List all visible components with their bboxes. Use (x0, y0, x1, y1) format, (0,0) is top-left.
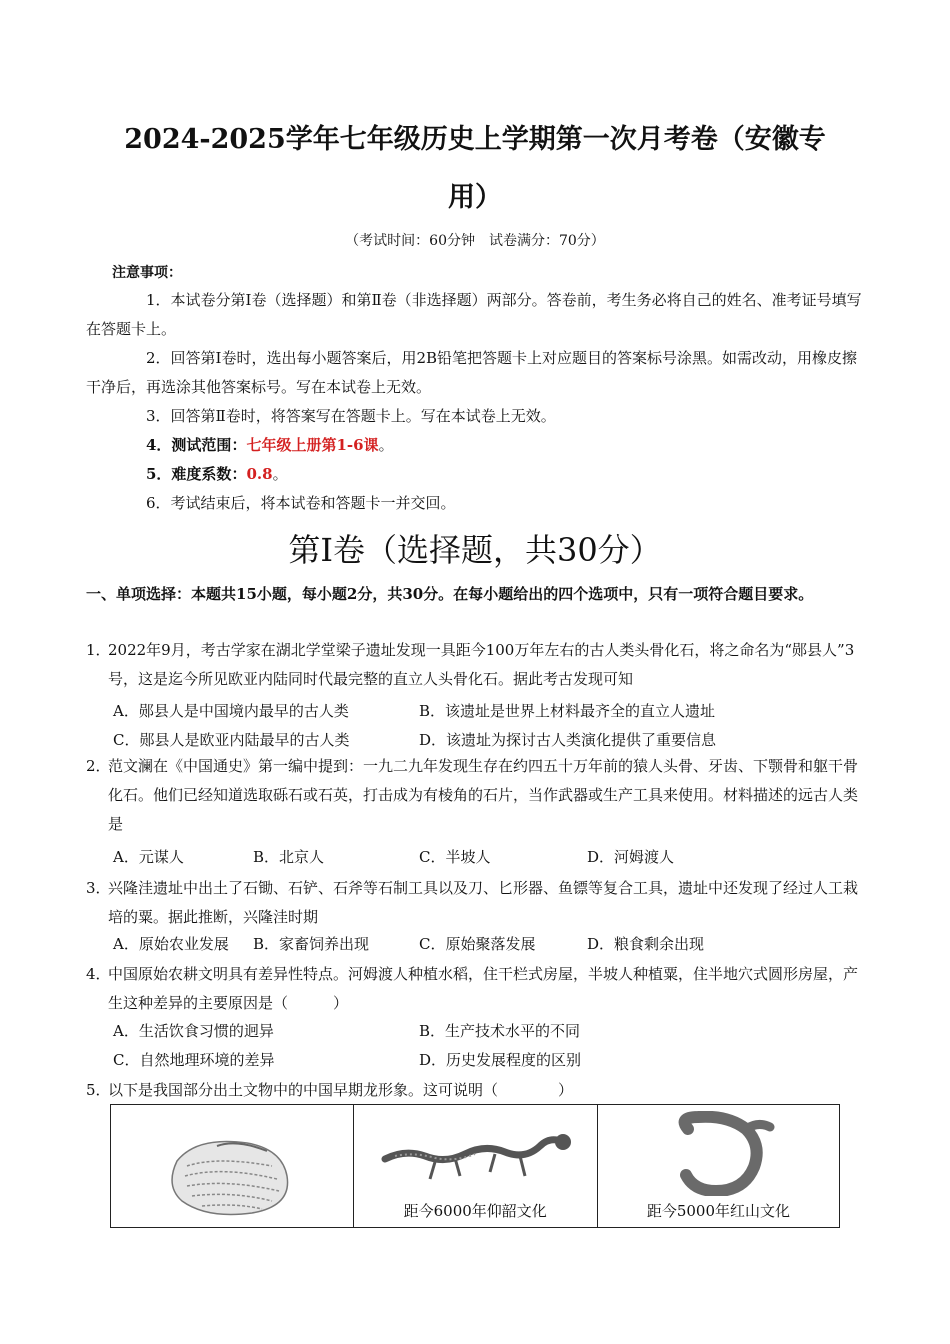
notice-item-4-label: 4．测试范围： (146, 436, 247, 454)
question-1 (86, 636, 866, 694)
notice-item-2: 2．回答第Ⅰ卷时，选出每小题答案后，用2B铅笔把答题卡上对应题目的答案标号涂黑。如需改动，用橡皮擦干净后，再选涂其他答案标号。写在本试卷上无效。 (86, 349, 858, 396)
question-4 (86, 960, 866, 1018)
page-title-line2: 用） (448, 182, 502, 213)
difficulty-coefficient: 0.8 (246, 465, 273, 483)
option-a: A．原始农业发展 (113, 935, 229, 953)
question-number: 4． (86, 965, 111, 983)
option-c: C．自然地理环境的差异 (113, 1051, 275, 1069)
question-text: 中国原始农耕文明具有差异性特点。河姆渡人种植水稻，住干栏式房屋，半坡人种植粟，住半地穴式圆形房屋，产生这种差异的主要原因是（ ） (108, 965, 859, 1012)
option-d: D．河姆渡人 (587, 848, 675, 866)
question-text: 2022年9月，考古学家在湖北学堂梁子遗址发现一具距今100万年左右的古人类头骨化石，将之命名为“郧县人”3号，这是迄今所见欧亚内陆同时代最完整的直立人头骨化石。据此考古发现可知 (108, 641, 855, 688)
question-number: 3． (86, 879, 111, 897)
notice-heading: 注意事项： (112, 265, 182, 281)
dragon-caption-2: 距今6000年仰韶文化 (403, 1202, 547, 1220)
question-number: 1． (86, 641, 111, 659)
notice-item-5 (86, 460, 866, 489)
option-b: B．北京人 (253, 848, 325, 866)
dragon-image-cell-2 (353, 1105, 597, 1228)
option-a: A．郧县人是中国境内最早的古人类 (113, 702, 349, 720)
shell-dragon-icon (157, 1131, 307, 1221)
option-c: C．半坡人 (419, 848, 491, 866)
question-text: 范文澜在《中国通史》第一编中提到：一九二九年发现生存在约四五十万年前的猿人头骨、牙齿、下颚骨和躯干骨化石。他们已经知道选取砾石或石英，打击成为有棱角的石片，当作武器或生产工具来使用。材料描述的远古人类是 (108, 757, 859, 833)
notice-item-1: 1．本试卷分第Ⅰ卷（选择题）和第Ⅱ卷（非选择题）两部分。答卷前，考生务必将自己的姓名、准考证号填写在答题卡上。 (86, 291, 862, 338)
option-b: B．生产技术水平的不同 (419, 1022, 581, 1040)
question-number: 2． (86, 757, 111, 775)
question-text: 以下是我国部分出土文物中的中国早期龙形象。这可说明（ ） (108, 1081, 574, 1099)
question-5 (86, 1076, 866, 1105)
dragon-image-cell-3 (597, 1105, 839, 1228)
yangshao-dragon-icon (375, 1124, 575, 1194)
section-title: 第Ⅰ卷（选择题，共30分） (288, 531, 662, 569)
notice-item-4-end: 。 (378, 436, 394, 454)
notice-item-6: 6．考试结束后，将本试卷和答题卡一并交回。 (146, 494, 456, 512)
option-b: B．家畜饲养出现 (253, 935, 370, 953)
option-a: A．元谋人 (113, 848, 184, 866)
question-2 (86, 752, 866, 839)
notice-item-4 (86, 431, 866, 460)
dragon-caption-3: 距今5000年红山文化 (646, 1202, 791, 1220)
notice-item-5-label: 5．难度系数： (146, 465, 247, 483)
hongshan-jade-dragon-icon (658, 1111, 778, 1196)
question-3 (86, 874, 866, 932)
exam-info: （考试时间：60分钟 试卷满分：70分） (345, 233, 605, 249)
dragon-images-table (110, 1104, 840, 1228)
option-d: D．历史发展程度的区别 (419, 1051, 582, 1069)
notice-item-5-end: 。 (272, 465, 288, 483)
option-c: C．郧县人是欧亚内陆最早的古人类 (113, 731, 350, 749)
option-a: A．生活饮食习惯的迥异 (113, 1022, 274, 1040)
page-title-line1: 2024-2025学年七年级历史上学期第一次月考卷（安徽专 (124, 124, 826, 155)
dragon-image-cell-1 (111, 1105, 354, 1228)
question-text: 兴隆洼遗址中出土了石锄、石铲、石斧等石制工具以及刀、匕形器、鱼镖等复合工具，遗址中还发现了经过人工栽培的粟。据此推断，兴隆洼时期 (108, 879, 859, 926)
option-d: D．粮食剩余出现 (587, 935, 705, 953)
option-b: B．该遗址是世界上材料最齐全的直立人遗址 (419, 702, 716, 720)
option-d: D．该遗址为探讨古人类演化提供了重要信息 (419, 731, 717, 749)
option-c: C．原始聚落发展 (419, 935, 536, 953)
notice-item-3: 3．回答第Ⅱ卷时，将答案写在答题卡上。写在本试卷上无效。 (146, 407, 556, 425)
section-intro: 一、单项选择：本题共15小题，每小题2分，共30分。在每小题给出的四个选项中，只有一项符合题目要求。 (86, 585, 814, 603)
test-range: 七年级上册第1-6课 (246, 436, 379, 454)
question-number: 5． (86, 1081, 111, 1099)
